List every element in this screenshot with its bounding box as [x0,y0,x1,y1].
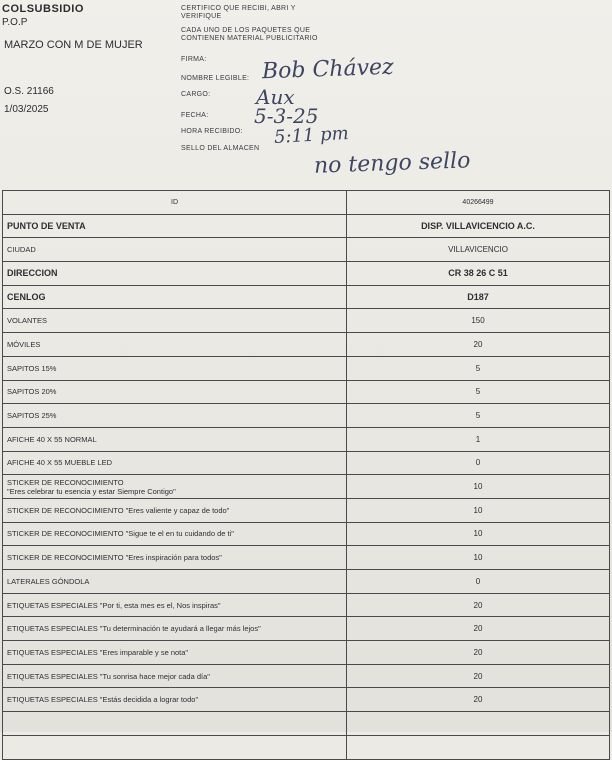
table-row [3,238,610,262]
row-label: AFICHE 40 X 55 MUEBLE LED [3,451,347,475]
row-label: VOLANTES [3,309,347,333]
row-value: 0 [347,570,610,594]
firma-label: FIRMA: [181,56,207,63]
row-label [3,735,347,759]
table-row [3,380,610,404]
hora-label: HORA RECIBIDO: [181,128,243,135]
row-value: 10 [347,546,610,570]
row-label: STICKER DE RECONOCIMIENTO "Eres inspiración para todos" [3,546,347,570]
certify-line-1: CERTIFICO QUE RECIBI, ABRI Y [181,5,296,12]
row-label: ETIQUETAS ESPECIALES "Tu sonrisa hace mejor cada día" [3,664,347,688]
row-label: CENLOG [3,285,347,309]
table-row [3,262,610,286]
row-value: 20 [347,617,610,641]
row-value: DISP. VILLAVICENCIO A.C. [347,214,610,238]
row-value: D187 [347,285,610,309]
table-row [3,333,610,357]
row-label: ETIQUETAS ESPECIALES "Por ti, esta mes es el, Nos inspiras" [3,593,347,617]
row-label: ETIQUETAS ESPECIALES "Tu determinación te ayudará a llegar más lejos" [3,617,347,641]
table-row [3,285,610,309]
row-value: 10 [347,522,610,546]
row-label: STICKER DE RECONOCIMIENTO "Eres celebrar tu esencia y estar Siempre Contigo" [3,475,347,499]
table-row [3,498,610,522]
row-value: VILLAVICENCIO [347,238,610,262]
row-value: 20 [347,664,610,688]
row-value: 5 [347,380,610,404]
table-row [3,641,610,665]
row-value: 20 [347,688,610,712]
table-row [3,356,610,380]
row-label: SAPITOS 20% [3,380,347,404]
table-row [3,570,610,594]
row-value: 5 [347,404,610,428]
row-label: MÓVILES [3,333,347,357]
row-value: 10 [347,498,610,522]
table-row [3,546,610,570]
materials-table-body [3,191,610,760]
row-value: 1 [347,427,610,451]
order-date: 1/03/2025 [4,104,49,115]
row-label: STICKER DE RECONOCIMIENTO "Eres valiente y capaz de todo" [3,498,347,522]
materials-table [2,190,610,760]
row-value: 5 [347,356,610,380]
table-row [3,688,610,712]
row-value: 20 [347,333,610,357]
table-row [3,214,610,238]
table-row [3,593,610,617]
table-row [3,664,610,688]
campaign-title: MARZO CON M DE MUJER [4,39,143,51]
table-row [3,427,610,451]
table-row [3,451,610,475]
row-label: SAPITOS 15% [3,356,347,380]
table-row [3,475,610,499]
certify-line-3: CADA UNO DE LOS PAQUETES QUE [181,27,311,34]
row-label: ETIQUETAS ESPECIALES "Eres imparable y se nota" [3,641,347,665]
pop-label: P.O.P [2,17,28,28]
nombre-label: NOMBRE LEGIBLE: [181,75,250,82]
row-label: LATERALES GÓNDOLA [3,570,347,594]
row-value [347,735,610,759]
row-label: CIUDAD [3,238,347,262]
row-label: STICKER DE RECONOCIMIENTO "Sigue te el en tu cuidando de ti" [3,522,347,546]
handwritten-note: no tengo sello [313,148,471,179]
table-row [3,522,610,546]
table-row [3,309,610,333]
sello-label: SELLO DEL ALMACEN [181,145,260,152]
handwritten-date: 5-3-25 [254,104,319,128]
table-row [3,404,610,428]
certify-line-4: CONTIENEN MATERIAL PUBLICITARIO [181,35,318,42]
row-value: 10 [347,475,610,499]
row-value: 150 [347,309,610,333]
row-label: DIRECCION [3,262,347,286]
row-value: 40266499 [347,191,610,215]
table-row [3,617,610,641]
cargo-label: CARGO: [181,91,211,98]
handwritten-time: 5:11 pm [273,123,350,148]
table-row [3,735,610,759]
handwritten-cargo: Aux [256,85,295,109]
fecha-label: FECHA: [181,112,209,119]
row-label: PUNTO DE VENTA [3,214,347,238]
handwritten-name: Bob Chávez [261,54,395,85]
row-label: ETIQUETAS ESPECIALES "Estás decidida a lograr todo" [3,688,347,712]
row-value: 0 [347,451,610,475]
certify-line-2: VERIFIQUE [181,13,222,20]
row-label: ID [3,191,347,215]
company-name: COLSUBSIDIO [2,3,84,15]
order-number: O.S. 21166 [4,86,54,97]
table-row [3,191,610,215]
row-label: SAPITOS 25% [3,404,347,428]
row-label: AFICHE 40 X 55 NORMAL [3,427,347,451]
row-value: CR 38 26 C 51 [347,262,610,286]
row-value: 20 [347,641,610,665]
row-value: 20 [347,593,610,617]
